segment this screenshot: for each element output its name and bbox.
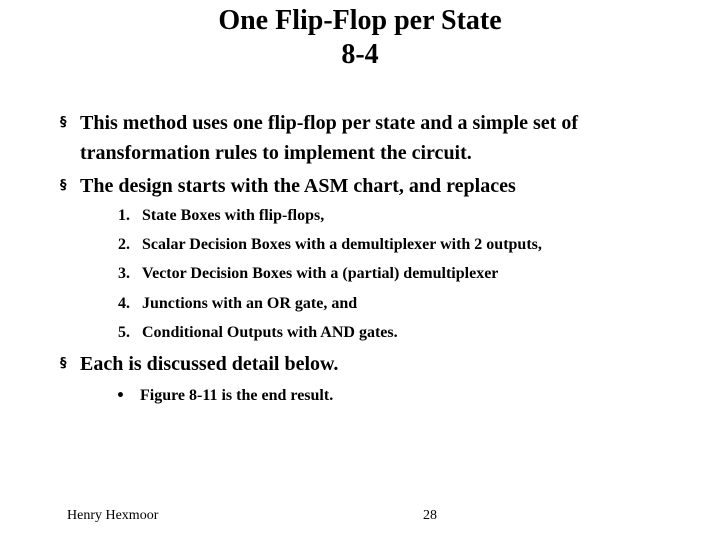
list-item-number: 3. <box>118 265 130 283</box>
list-item-number: 1. <box>118 207 130 224</box>
bullet-item <box>60 108 680 168</box>
slide-title-line-1: One Flip-Flop per State <box>218 5 502 36</box>
list-item <box>118 289 542 318</box>
list-item-number: 4. <box>118 294 130 312</box>
list-item-text: Conditional Outputs with AND gates. <box>142 323 398 341</box>
list-item-number: 2. <box>118 236 130 254</box>
bullet-text: This method uses one flip-flop per state and a simple set of transformation rules to implement the circuit. <box>80 112 578 164</box>
list-item <box>118 230 542 259</box>
numbered-list <box>118 201 542 347</box>
bullet-dot-icon: • <box>116 388 125 404</box>
list-item-text: State Boxes with flip-flops, <box>142 207 325 224</box>
footer-author: Henry Hexmoor <box>67 508 159 523</box>
slide-title <box>0 4 720 72</box>
bullet-text: The design starts with the ASM chart, and replaces <box>80 175 516 197</box>
sub-bullet-item <box>116 384 333 408</box>
list-item <box>118 201 542 230</box>
list-item-text: Junctions with an OR gate, and <box>142 294 358 312</box>
list-item <box>118 259 542 288</box>
section-bullet-icon: § <box>60 115 67 130</box>
bullet-item <box>60 349 680 379</box>
sub-bullet-text: Figure 8-11 is the end result. <box>140 387 334 404</box>
list-item <box>118 318 542 347</box>
slide-title-line-2: 8-4 <box>341 39 379 70</box>
section-bullet-icon: § <box>60 356 67 371</box>
bullet-text: Each is discussed detail below. <box>80 353 339 375</box>
list-item-number: 5. <box>118 323 130 341</box>
section-bullet-icon: § <box>60 178 67 193</box>
bullet-item <box>60 171 680 201</box>
page-number: 28 <box>423 508 437 523</box>
list-item-text: Vector Decision Boxes with a (partial) demultiplexer <box>142 265 499 283</box>
list-item-text: Scalar Decision Boxes with a demultiplexer with 2 outputs, <box>142 236 542 254</box>
